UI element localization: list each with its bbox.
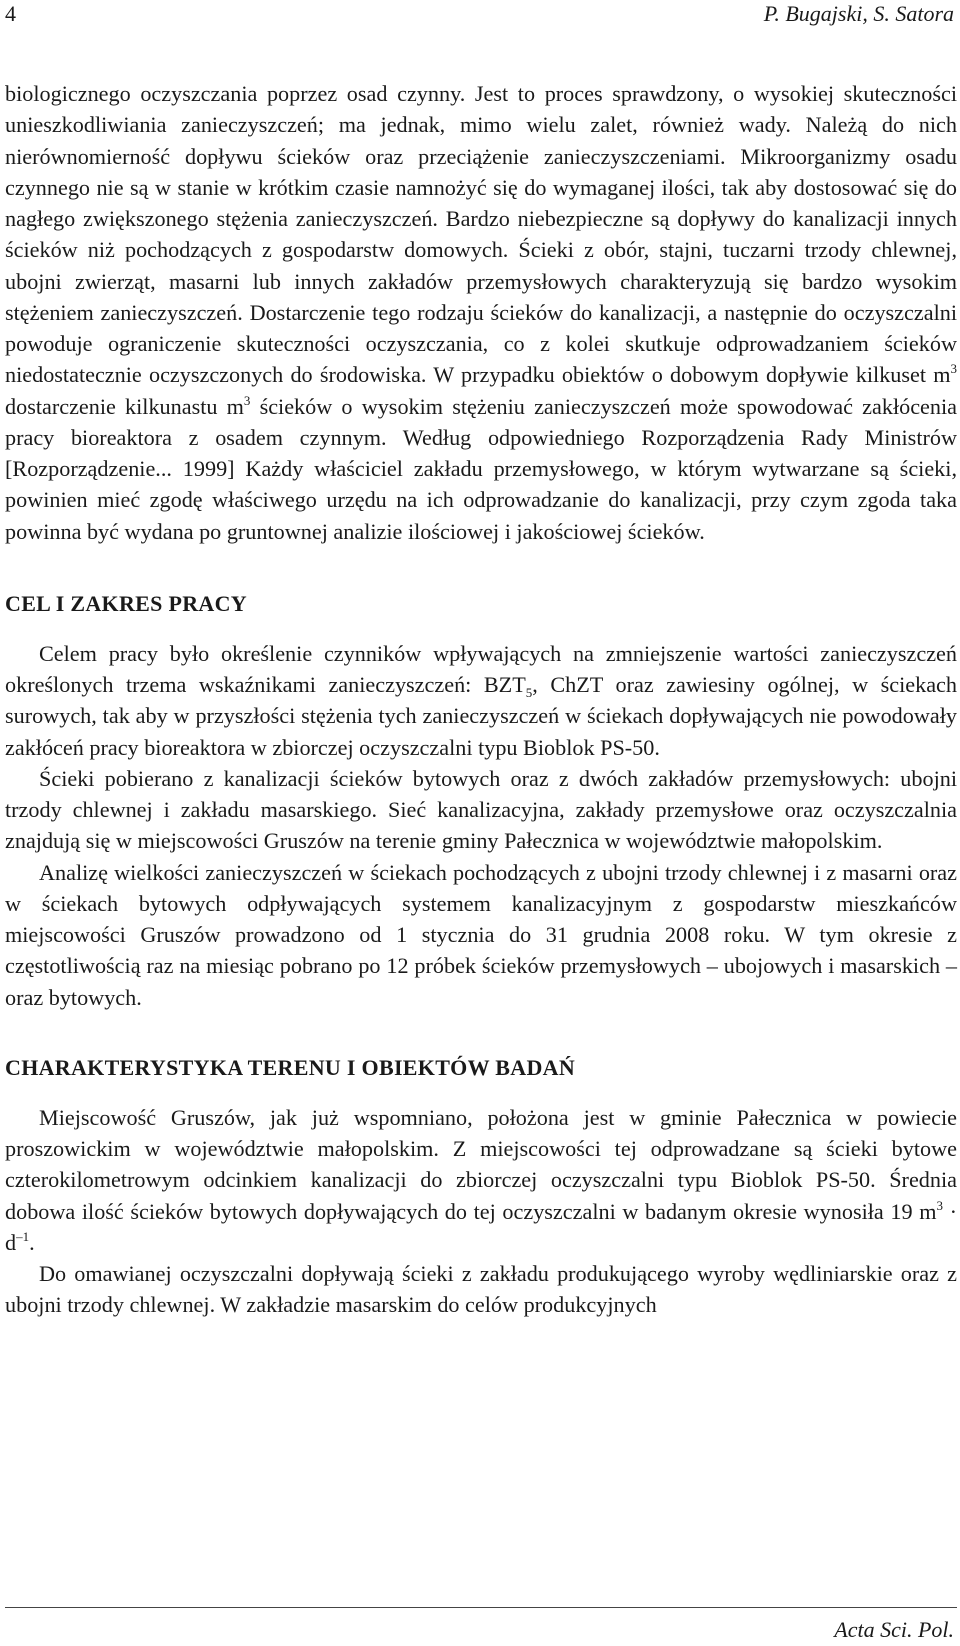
char-text-2: · d: [5, 1198, 957, 1255]
intro-paragraph: [5, 78, 957, 547]
char-paragraph-1: [5, 1102, 957, 1258]
cel-text-1: Celem pracy było określenie czynników wpływających na zmniejszenie wartości zanieczyszczeń określonych trzema wskaźnikami zanieczyszczeń: BZT: [5, 640, 957, 697]
section-heading-charakterystyka: CHARAKTERYSTYKA TERENU I OBIEKTÓW BADAŃ: [5, 1054, 576, 1080]
intro-text-2: dostarczenie kilkunastu m: [5, 393, 244, 419]
cel-paragraph-1: [5, 638, 957, 763]
section-heading-cel: CEL I ZAKRES PRACY: [5, 590, 247, 616]
running-header-authors: P. Bugajski, S. Satora: [763, 1, 954, 26]
page-header: [0, 0, 960, 40]
subscript-five: 5: [525, 685, 533, 700]
char-text-1: Miejscowość Gruszów, jak już wspomniano, położona jest w gminie Pałecznica w powiecie proszowickim w województwie małopolskim. Z miejscowości tej odprowadzane są ścieki bytowe czterokilometrowym odcinkiem kanalizacji do zbiorczej oczyszczalni typu Bioblok PS-50. Średnia dobowa ilość ścieków bytowych dopływających do tej oczyszczalni w badanym okresie wynosiła 19 m: [5, 1104, 957, 1224]
footer-divider: [5, 1607, 957, 1608]
char-text-3: .: [29, 1229, 35, 1255]
superscript-cubic: 3: [950, 361, 957, 377]
page-number: 4: [5, 1, 16, 26]
superscript-cubic: 3: [243, 392, 251, 408]
footer-journal-name: Acta Sci. Pol.: [834, 1617, 954, 1642]
cel-paragraph-3: Analizę wielkości zanieczyszczeń w ściekach pochodzących z ubojni trzody chlewnej i z masarni oraz w ściekach bytowych odpływających systemem kanalizacyjnym z gospodarstw mieszkańców miejscowości Gruszów prowadzono od 1 stycznia do 31 grudnia 2008 roku. W tym okresie z częstotliwością raz na miesiąc pobrano po 12 próbek ścieków przemysłowych – ubojowych i masarskich – oraz bytowych.: [5, 859, 957, 1010]
intro-text-3: ścieków o wysokim stężeniu zanieczyszczeń może spowodować zakłócenia pracy bioreaktora z osadem czynnym. Według odpowiedniego Rozporządzenia Rady Ministrów [Rozporządzenie... 1999] Każdy właściciel zakładu przemysłowego, w którym wytwarzane są ścieki, powinien mieć zgodę właściwego urzędu na ich odprowadzanie do kanalizacji, przy czym zgoda taka powinna być wydana po gruntownej analizie ilościowej i jakościowej ścieków.: [5, 393, 958, 544]
cel-text-2: , ChZT oraz zawiesiny ogólnej, w ściekach surowych, tak aby w przyszłości stężenia tych zanieczyszczeń w ściekach dopływających nie powodowały zakłóceń pracy bioreaktora w zbiorczej oczyszczalni typu Bioblok PS-50.: [5, 672, 957, 760]
article-body: [5, 78, 957, 1321]
char-paragraph-2: Do omawianej oczyszczalni dopływają ścieki z zakładu produkującego wyroby wędliniarskie oraz z ubojni trzody chlewnej. W zakładzie masarskim do celów produkcyjnych: [5, 1261, 957, 1318]
cel-paragraph-2: Ścieki pobierano z kanalizacji ścieków bytowych oraz z dwóch zakładów przemysłowych: ubojni trzody chlewnej i zakładu masarskiego. Sieć kanalizacyjna, zakłady przemysłowe oraz oczyszczalnia znajdują się w miejscowości Gruszów na terenie gminy Pałecznica w województwie małopolskim.: [5, 765, 957, 854]
superscript-minus-one: –1: [16, 1228, 30, 1244]
intro-text-1: biologicznego oczyszczania poprzez osad czynny. Jest to proces sprawdzony, o wysokiej skuteczności unieszkodliwiania zanieczyszczeń; ma jednak, mimo wielu zalet, również wady. Należą do nich nierównomierność dopływu ścieków oraz przeciążenie zanieczyszczeniami. Mikroorganizmy osadu czynnego nie są w stanie w krótkim czasie namnożyć się do wymaganej ilości, tak aby dostosować się do nagłego zwiększonego stężenia zanieczyszczeń. Bardzo niebezpieczne są dopływy do kanalizacji innych ścieków niż pochodzących z gospodarstw domowych. Ścieki z obór, stajni, tuczarni trzody chlewnej, ubojni zwierząt, masarni lub innych zakładów przemysłowych charakteryzują się bardzo wysokim stężeniem zanieczyszczeń. Dostarczenie tego rodzaju ścieków do kanalizacji, a następnie do oczyszczalni powoduje ograniczenie skuteczności oczyszczania, co z kolei skutkuje odprowadzaniem ścieków niedostatecznie oczyszczonych do środowiska. W przypadku obiektów o dobowym dopływie kilkuset m: [5, 81, 957, 388]
superscript-cubic: 3: [936, 1197, 943, 1213]
